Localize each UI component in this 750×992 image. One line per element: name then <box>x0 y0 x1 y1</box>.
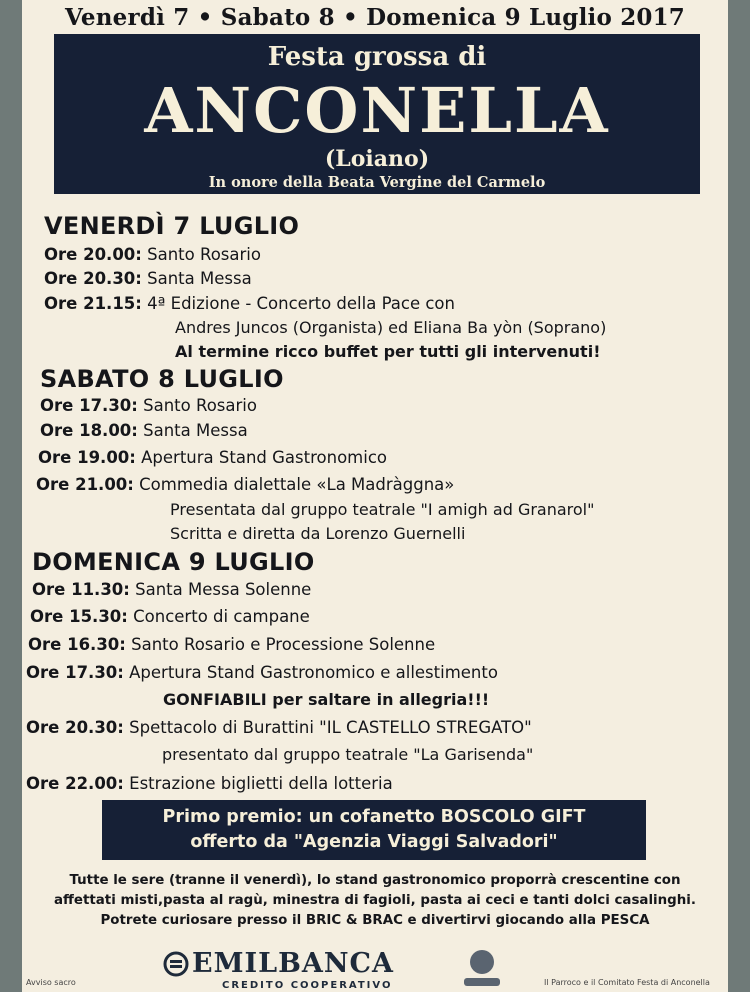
prize-line2: offerto da "Agenzia Viaggi Salvadori" <box>190 832 558 852</box>
schedule-row <box>26 718 532 737</box>
event-text: Spettacolo di Burattini "IL CASTELLO STREGATO" <box>129 718 532 737</box>
event-text: Santa Messa <box>143 421 248 440</box>
prize-banner <box>102 800 646 860</box>
event-time: Ore 18.00: <box>40 421 138 440</box>
event-time: Ore 15.30: <box>30 607 128 626</box>
event-continuation: Andres Juncos (Organista) ed Eliana Ba yòn (Soprano) <box>175 318 607 337</box>
event-time: Ore 20.00: <box>44 245 142 264</box>
schedule-row <box>44 269 252 288</box>
event-text: Apertura Stand Gastronomico <box>141 448 387 467</box>
schedule-row <box>26 774 393 793</box>
footer-line: affettati misti,pasta al ragù, minestra di fagioli, pasta ai ceci e tanti dolci casalinghi. <box>54 893 696 908</box>
footer-line: Tutte le sere (tranne il venerdì), lo stand gastronomico proporrà crescentine con <box>69 873 681 888</box>
event-text: Santo Rosario e Processione Solenne <box>131 635 436 654</box>
event-text: Estrazione biglietti della lotteria <box>129 774 393 793</box>
prize-line1: Primo premio: un cofanetto BOSCOLO GIFT <box>162 807 586 827</box>
schedule-row <box>28 635 435 654</box>
event-text: Santo Rosario <box>143 396 257 415</box>
event-time: Ore 16.30: <box>28 635 126 654</box>
event-continuation: Presentata dal gruppo teatrale "I amigh ad Granarol" <box>170 500 595 519</box>
banner-place: (Loiano) <box>324 146 430 172</box>
event-continuation: GONFIABILI per saltare in allegria!!! <box>163 690 490 709</box>
schedule-row <box>38 448 387 467</box>
event-time: Ore 20.30: <box>26 718 124 737</box>
event-text: 4ª Edizione - Concerto della Pace con <box>147 294 455 313</box>
right-note: Il Parroco e il Comitato Festa di Anconella <box>544 978 710 987</box>
event-time: Ore 11.30: <box>32 580 130 599</box>
schedule-row <box>32 580 311 599</box>
event-time: Ore 22.00: <box>26 774 124 793</box>
schedule-row <box>44 294 455 313</box>
banner-title: ANCONELLA <box>144 74 610 147</box>
banner-dedication: In onore della Beata Vergine del Carmelo <box>208 174 546 191</box>
event-dates: Venerdì 7 • Sabato 8 • Domenica 9 Luglio 2017 <box>64 4 686 31</box>
schedule-row <box>36 475 454 494</box>
event-text: Santa Messa <box>147 269 252 288</box>
event-time: Ore 19.00: <box>38 448 136 467</box>
event-text: Apertura Stand Gastronomico e allestimento <box>129 663 498 682</box>
event-continuation: presentato dal gruppo teatrale "La Garisenda" <box>162 745 534 764</box>
schedule-row <box>40 396 257 415</box>
footer-line: Potrete curiosare presso il BRIC & BRAC e divertirvi giocando alla PESCA <box>100 913 650 928</box>
event-time: Ore 17.30: <box>26 663 124 682</box>
banner-line1: Festa grossa di <box>267 42 487 72</box>
schedule-row <box>44 245 261 264</box>
event-time: Ore 20.30: <box>44 269 142 288</box>
event-continuation: Al termine ricco buffet per tutti gli intervenuti! <box>175 342 601 361</box>
bank-subtitle: CREDITO COOPERATIVO <box>222 980 393 991</box>
event-time: Ore 17.30: <box>40 396 138 415</box>
schedule-row <box>26 663 498 682</box>
title-banner <box>54 34 700 194</box>
bank-logo-icon <box>162 950 190 978</box>
emblem-icon <box>458 944 506 992</box>
event-text: Commedia dialettale «La Madràggna» <box>139 475 455 494</box>
day-title-saturday: SABATO 8 LUGLIO <box>40 365 284 393</box>
left-note: Avviso sacro <box>26 978 76 987</box>
event-text: Santa Messa Solenne <box>135 580 312 599</box>
bank-name: EMILBANCA <box>192 948 394 979</box>
event-text: Santo Rosario <box>147 245 261 264</box>
poster <box>22 0 728 992</box>
event-continuation: Scritta e diretta da Lorenzo Guernelli <box>170 524 466 543</box>
schedule-row <box>30 607 310 626</box>
event-time: Ore 21.15: <box>44 294 142 313</box>
event-text: Concerto di campane <box>133 607 310 626</box>
event-time: Ore 21.00: <box>36 475 134 494</box>
schedule-row <box>40 421 248 440</box>
day-title-sunday: DOMENICA 9 LUGLIO <box>32 548 315 576</box>
day-title-friday: VENERDÌ 7 LUGLIO <box>44 212 300 240</box>
